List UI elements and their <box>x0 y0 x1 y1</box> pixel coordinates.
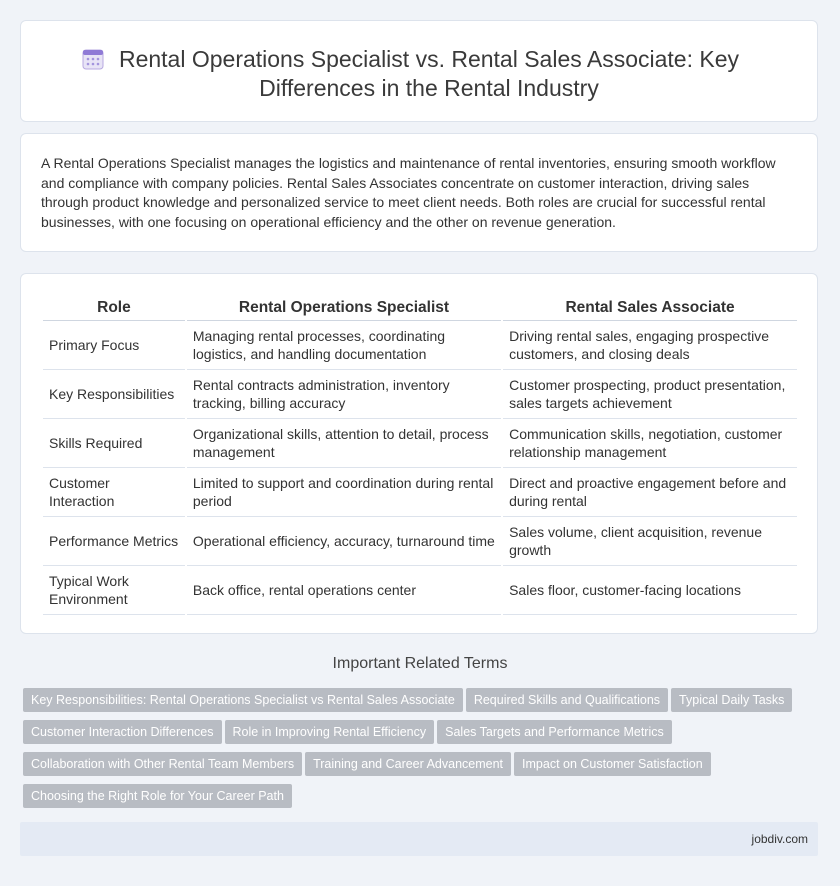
intro-card <box>20 133 818 252</box>
table-cell: Driving rental sales, engaging prospective customers, and closing deals <box>503 321 797 370</box>
table-row <box>43 566 797 615</box>
row-label: Performance Metrics <box>43 517 185 566</box>
row-label: Key Responsibilities <box>43 370 185 419</box>
table-row <box>43 468 797 517</box>
table-row <box>43 370 797 419</box>
term-tag[interactable]: Collaboration with Other Rental Team Members <box>23 752 302 776</box>
table-cell: Sales floor, customer-facing locations <box>503 566 797 615</box>
footer-site-link[interactable]: jobdiv.com <box>751 832 808 846</box>
term-tag[interactable]: Impact on Customer Satisfaction <box>514 752 711 776</box>
row-label: Primary Focus <box>43 321 185 370</box>
term-tag[interactable]: Customer Interaction Differences <box>23 720 222 744</box>
row-label: Skills Required <box>43 419 185 468</box>
intro-paragraph: A Rental Operations Specialist manages the logistics and maintenance of rental inventories, ensuring smooth workflow and compliance with company policies. Rental Sales Associates concentrate on customer interaction, driving sales through product knowledge and personalized service to meet client needs. Both roles are crucial for successful rental businesses, with one focusing on operational efficiency and the other on revenue generation. <box>41 155 776 230</box>
column-header-operations: Rental Operations Specialist <box>187 296 501 321</box>
footer <box>20 822 818 856</box>
table-cell: Sales volume, client acquisition, revenue growth <box>503 517 797 566</box>
term-tag[interactable]: Role in Improving Rental Efficiency <box>225 720 435 744</box>
column-header-sales: Rental Sales Associate <box>503 296 797 321</box>
table-cell: Customer prospecting, product presentation, sales targets achievement <box>503 370 797 419</box>
table-cell: Direct and proactive engagement before and during rental <box>503 468 797 517</box>
related-terms-heading: Important Related Terms <box>332 655 508 672</box>
related-terms-tags <box>23 688 803 816</box>
table-cell: Back office, rental operations center <box>187 566 501 615</box>
term-tag[interactable]: Key Responsibilities: Rental Operations Specialist vs Rental Sales Associate <box>23 688 463 712</box>
title-card <box>20 20 818 122</box>
column-header-role: Role <box>43 296 185 321</box>
term-tag[interactable]: Training and Career Advancement <box>305 752 511 776</box>
table-row <box>43 321 797 370</box>
table-cell: Managing rental processes, coordinating logistics, and handling documentation <box>187 321 501 370</box>
row-label: Customer Interaction <box>43 468 185 517</box>
row-label: Typical Work Environment <box>43 566 185 615</box>
table-row <box>43 517 797 566</box>
term-tag[interactable]: Choosing the Right Role for Your Career Path <box>23 784 292 808</box>
table-row <box>43 419 797 468</box>
table-cell: Communication skills, negotiation, customer relationship management <box>503 419 797 468</box>
table-cell: Organizational skills, attention to detail, process management <box>187 419 501 468</box>
table-cell: Rental contracts administration, inventory tracking, billing accuracy <box>187 370 501 419</box>
comparison-table-card <box>20 273 818 634</box>
term-tag[interactable]: Required Skills and Qualifications <box>466 688 668 712</box>
term-tag[interactable]: Sales Targets and Performance Metrics <box>437 720 672 744</box>
table-cell: Operational efficiency, accuracy, turnaround time <box>187 517 501 566</box>
term-tag[interactable]: Typical Daily Tasks <box>671 688 792 712</box>
table-header-row <box>43 296 797 321</box>
table-cell: Limited to support and coordination during rental period <box>187 468 501 517</box>
page-title: Rental Operations Specialist vs. Rental Sales Associate: Key Differences in the Rental Industry <box>118 46 740 101</box>
comparison-table <box>41 296 799 615</box>
